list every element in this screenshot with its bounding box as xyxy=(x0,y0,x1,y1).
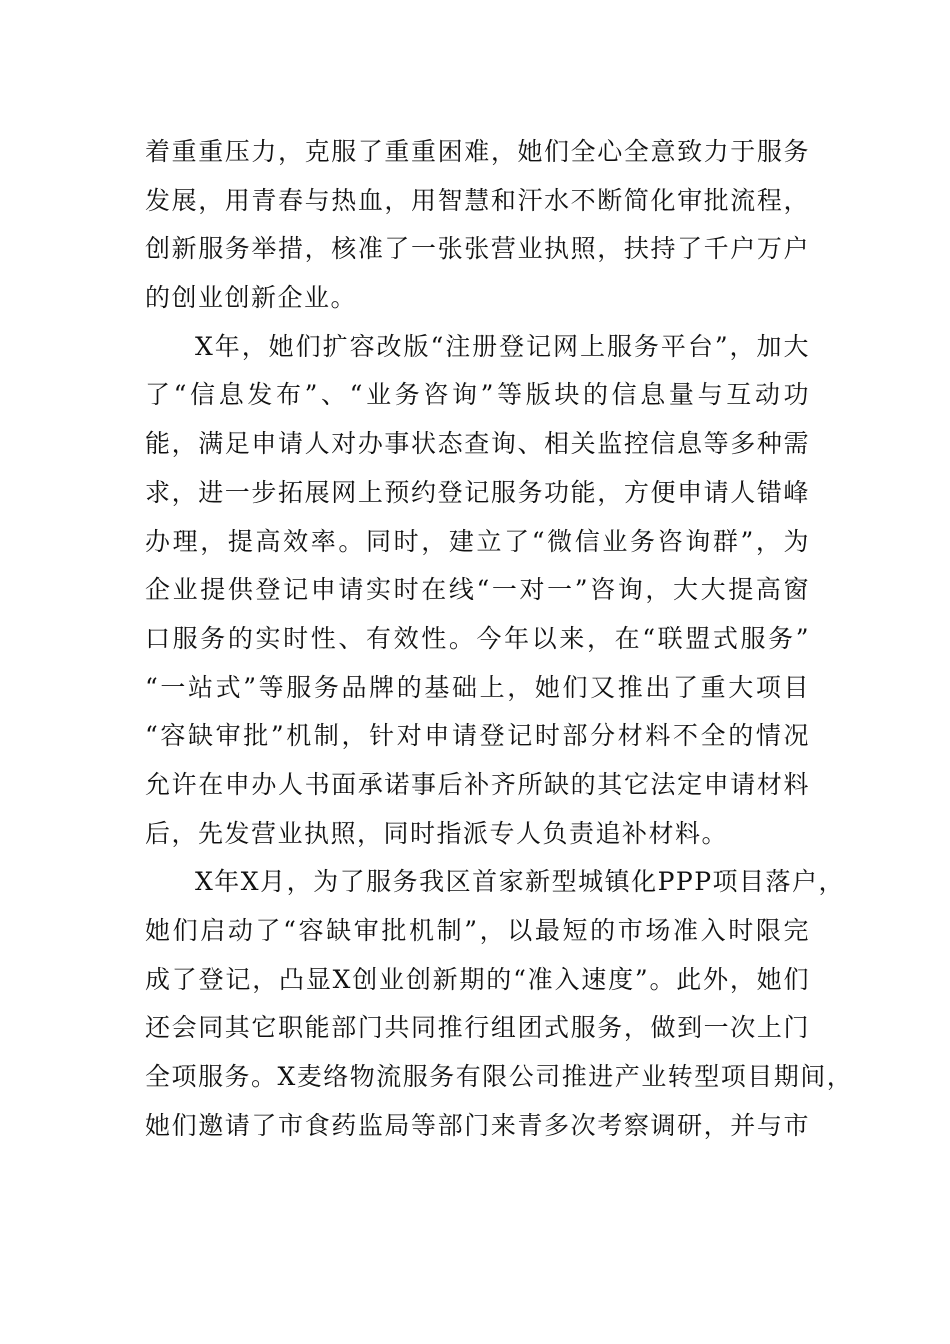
text-line: 能，满足申请人对办事状态查询、相关监控信息等多种需 xyxy=(145,429,810,459)
text-line: 允许在申办人书面承诺事后补齐所缺的其它法定申请材料 xyxy=(145,769,810,799)
text-line: X年X月，为了服务我区首家新型城镇化PPP项目落户， xyxy=(195,867,846,897)
text-line: 发展，用青春与热血，用智慧和汗水不断简化审批流程， xyxy=(145,185,810,215)
text-line: “一站式”等服务品牌的基础上，她们又推出了重大项目 xyxy=(145,672,810,702)
text-line: 了“信息发布”、“业务咨询”等版块的信息量与互动功 xyxy=(145,380,810,410)
body-text xyxy=(145,128,854,1150)
text-line: 办理，提高效率。同时，建立了“微信业务咨询群”，为 xyxy=(145,526,810,556)
text-line: “容缺审批”机制，针对申请登记时部分材料不全的情况 xyxy=(145,721,810,751)
text-line: 的创业创新企业。 xyxy=(145,283,358,313)
text-line: 后，先发营业执照，同时指派专人负责追补材料。 xyxy=(145,818,729,848)
text-line: 创新服务举措，核准了一张张营业执照，扶持了千户万户 xyxy=(145,234,810,264)
text-line: X年，她们扩容改版“注册登记网上服务平台”，加大 xyxy=(195,331,810,361)
text-line: 成了登记，凸显X创业创新期的“准入速度”。此外，她们 xyxy=(145,964,810,994)
text-line: 着重重压力，克服了重重困难，她们全心全意致力于服务 xyxy=(145,137,810,166)
text-line: 她们启动了“容缺审批机制”，以最短的市场准入时限完 xyxy=(145,916,810,945)
text-line: 全项服务。X麦络物流服务有限公司推进产业转型项目期间， xyxy=(145,1062,854,1092)
text-line: 口服务的实时性、有效性。今年以来，在“联盟式服务” xyxy=(145,623,810,653)
text-line: 企业提供登记申请实时在线“一对一”咨询，大大提高窗 xyxy=(145,575,810,605)
text-line: 求，进一步拓展网上预约登记服务功能，方便申请人错峰 xyxy=(145,477,810,507)
text-line: 她们邀请了市食药监局等部门来青多次考察调研，并与市 xyxy=(145,1110,810,1140)
text-line: 还会同其它职能部门共同推行组团式服务，做到一次上门 xyxy=(145,1013,810,1043)
